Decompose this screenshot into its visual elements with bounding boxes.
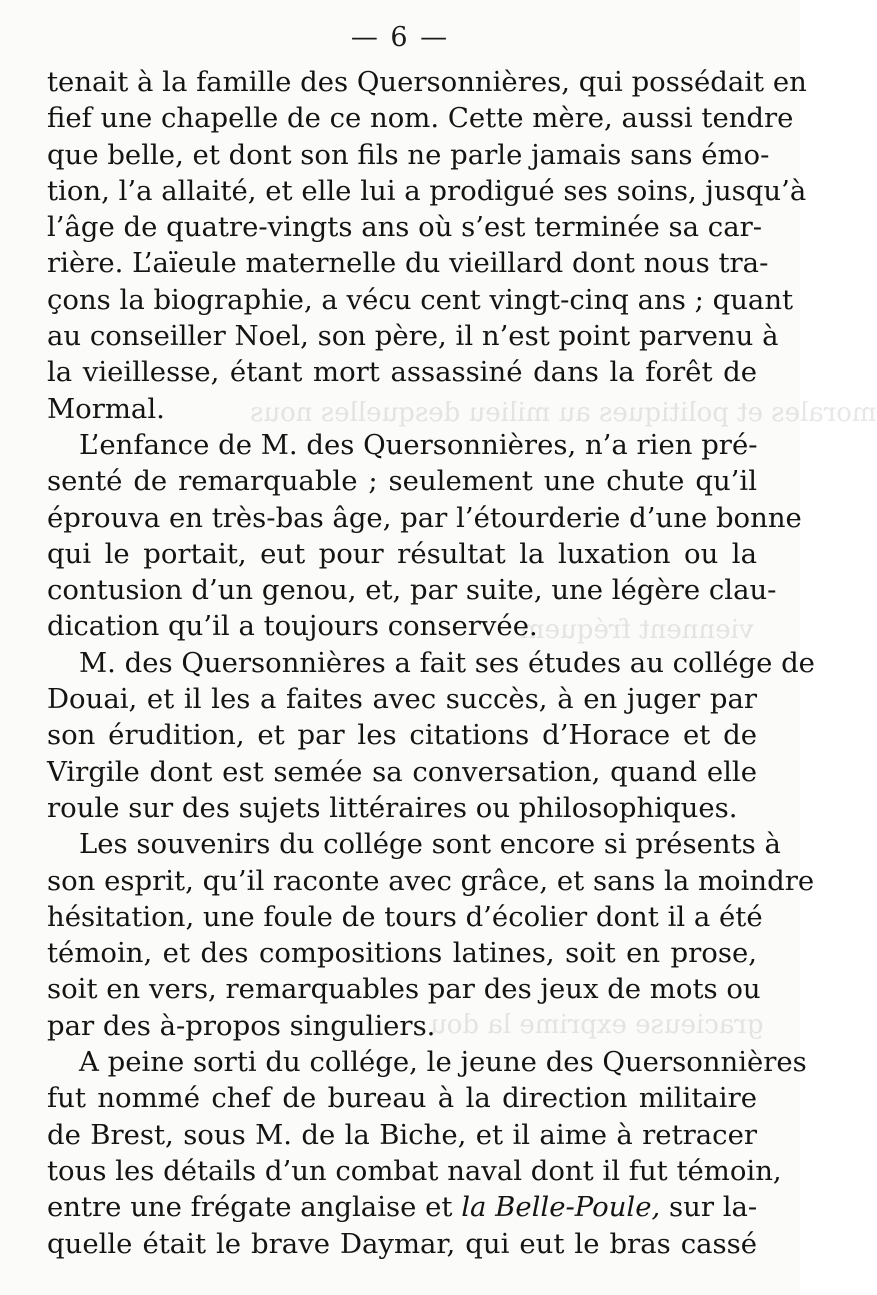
text-line bbox=[47, 1189, 757, 1225]
text-line bbox=[47, 1080, 757, 1116]
text-line-content: au conseiller Noel, son père, il n’est point parvenu à bbox=[47, 320, 779, 353]
show-through-text: gracieuse exprime la dou bbox=[430, 1010, 764, 1040]
text-line-content: entre une frégate anglaise et bbox=[47, 1191, 462, 1224]
text-line-content: fut nommé chef de bureau à la direction militaire bbox=[47, 1082, 757, 1115]
text-line bbox=[47, 173, 807, 209]
body-text bbox=[47, 64, 815, 1262]
italic-ship-name: la Belle-Poule, bbox=[461, 1191, 661, 1224]
text-line-content: témoin, et des compositions latines, soit en prose, bbox=[47, 937, 757, 970]
text-line bbox=[47, 100, 794, 136]
page-number: — 6 — bbox=[350, 22, 450, 53]
text-line bbox=[47, 500, 802, 536]
text-line bbox=[47, 391, 757, 427]
text-line-content: hésitation, une foule de tours d’écolier dont il a été bbox=[47, 900, 763, 933]
text-line bbox=[47, 899, 763, 935]
text-line-content: éprouva en très-bas âge, par l’étourderie d’une bonne bbox=[47, 501, 802, 534]
text-line bbox=[47, 754, 757, 790]
text-line-content: tenait à la famille des Quersonnières, qui possédait en bbox=[47, 66, 807, 98]
text-line bbox=[47, 971, 761, 1007]
text-line-content: par des à-propos singuliers. bbox=[47, 1009, 436, 1042]
text-line-content: A peine sorti du collége, le jeune des Quersonnières bbox=[79, 1046, 807, 1079]
text-line-content: l’âge de quatre-vingts ans où s’est terminée sa car- bbox=[47, 211, 763, 244]
text-line bbox=[47, 1044, 807, 1080]
text-line bbox=[47, 717, 757, 753]
text-line bbox=[47, 536, 757, 572]
text-line bbox=[47, 826, 781, 862]
text-line-content: la vieillesse, étant mort assassiné dans la forêt de bbox=[47, 356, 757, 389]
text-line-content: que belle, et dont son fils ne parle jamais sans émo- bbox=[47, 138, 770, 171]
text-line-content: de Brest, sous M. de la Biche, et il aime à retracer bbox=[47, 1118, 757, 1151]
text-line-content: Douai, et il les a faites avec succès, à en juger par bbox=[47, 683, 757, 716]
text-line bbox=[47, 64, 807, 100]
text-line bbox=[47, 645, 815, 681]
text-line bbox=[47, 790, 757, 826]
text-line-content: Mormal. bbox=[47, 392, 165, 425]
text-line bbox=[47, 427, 757, 463]
text-line bbox=[47, 935, 757, 971]
text-line bbox=[47, 282, 794, 318]
text-line bbox=[47, 1153, 782, 1189]
text-line bbox=[47, 209, 763, 245]
text-line-content: rière. L’aïeule maternelle du vieillard dont nous tra- bbox=[47, 247, 769, 280]
text-line bbox=[47, 681, 757, 717]
text-line-content: tion, l’a allaité, et elle lui a prodigué ses soins, jusqu’à bbox=[47, 174, 807, 207]
text-line-content: Les souvenirs du collége sont encore si présents à bbox=[79, 828, 781, 861]
text-line-content: son esprit, qu’il raconte avec grâce, et sans la moindre bbox=[47, 864, 815, 897]
text-line bbox=[47, 863, 815, 899]
text-line-content: M. des Quersonnières a fait ses études au collége de bbox=[79, 646, 815, 679]
text-line-content: quelle était le brave Daymar, qui eut le bras cassé bbox=[47, 1227, 757, 1260]
text-line bbox=[47, 1226, 757, 1262]
text-line-content: dication qu’il a toujours conservée. bbox=[47, 610, 538, 643]
text-line bbox=[47, 137, 770, 173]
text-line bbox=[47, 318, 779, 354]
show-through-text: viennent fréquem bbox=[520, 615, 754, 645]
text-line-content: soit en vers, remarquables par des jeux de mots ou bbox=[47, 973, 761, 1006]
text-line-content: son érudition, et par les citations d’Horace et de bbox=[47, 719, 757, 752]
text-line-content: L’enfance de M. des Quersonnières, n’a rien pré- bbox=[79, 428, 758, 461]
text-line bbox=[47, 463, 757, 499]
text-line-content: Virgile dont est semée sa conversation, quand elle bbox=[47, 755, 757, 788]
text-line bbox=[47, 1008, 757, 1044]
text-line bbox=[47, 608, 757, 644]
text-line-content: senté de remarquable ; seulement une chute qu’il bbox=[47, 465, 757, 498]
text-line-content: fief une chapelle de ce nom. Cette mère, aussi tendre bbox=[47, 102, 794, 135]
text-line-content: çons la biographie, a vécu cent vingt-cinq ans ; quant bbox=[47, 283, 794, 316]
text-line bbox=[47, 354, 757, 390]
text-line bbox=[47, 572, 777, 608]
show-through-text: morales et politiques au milieu desquelles nous bbox=[250, 398, 877, 428]
text-line bbox=[47, 245, 769, 281]
text-line-tail: sur la- bbox=[660, 1191, 758, 1224]
text-line-content: contusion d’un genou, et, par suite, une légère clau- bbox=[47, 574, 777, 607]
text-line-content: roule sur des sujets littéraires ou philosophiques. bbox=[47, 791, 738, 824]
text-line-content: qui le portait, eut pour résultat la luxation ou la bbox=[47, 537, 757, 570]
text-line bbox=[47, 1117, 757, 1153]
text-line-content: tous les détails d’un combat naval dont il fut témoin, bbox=[47, 1154, 782, 1187]
